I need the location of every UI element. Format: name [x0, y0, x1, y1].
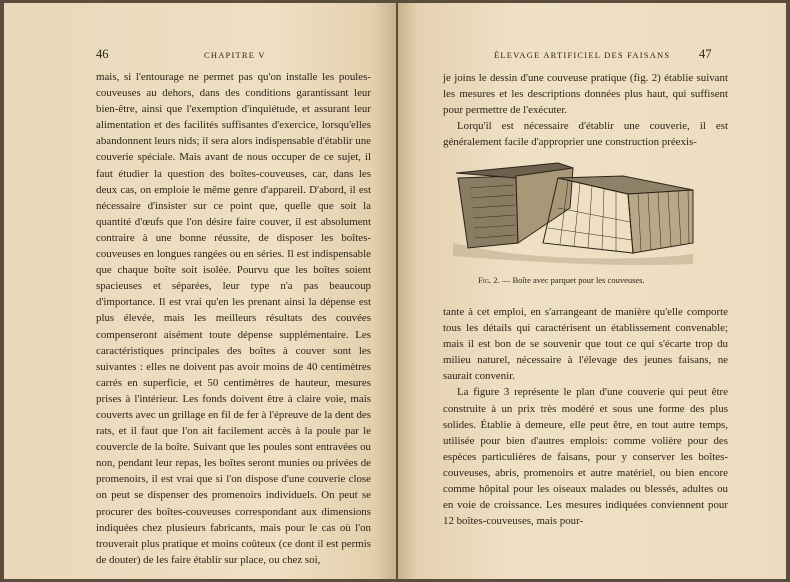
paragraph: La figure 3 représente le plan d'une couverie qui peut être construite à un prix très modéré et sous une forme des plus solides. Établie à demeure, elle peut être, en tout autre temps, utilisée pour bien d'autres emplois: comme volière pour des espèces particulières de faisans, pour y conserver les boîtes-couveuses, abris, promenoirs et autre matériel, ou bien encore comme hôpital pour les oiseaux malades ou blessés, adultes ou en voie de croissance. Les mesures indiquées conviennent pour 12 boîtes-couveuses, mais pour- — [443, 386, 728, 528]
book-spread — [4, 3, 786, 579]
figure-caption-text: — Boîte avec parquet pour les couveuses. — [499, 275, 645, 285]
hatching-box-illustration — [448, 148, 698, 268]
running-head: CHAPITRE V — [204, 50, 266, 60]
paragraph: Lorqu'il est nécessaire d'établir une couverie, il est généralement facile d'approprier une construction préexis- — [443, 120, 728, 149]
page-number: 47 — [699, 47, 712, 61]
paragraph: mais, si l'entourage ne permet pas qu'on installe les poules-couveuses au dehors, dans des conditions garantissant leur bien-être, ainsi que l'exemption d'inquiétude, et assurant leur alimentation et des facilités suffisantes d'exercice, lorsqu'elles abandonnent leurs nids; il sera alors indispensable d'établir une couverie spéciale. Mais avant de nous occuper de ce sujet, il faut étudier la question des boîtes-couveuses, car, dans les deux cas, on emploie le même genre d'appareil. D'abord, il est nécessaire d'insister sur ce point que, quelle que soit la quantité d'œufs que l'on désire faire couver, il est absolument contraire à une bonne réussite, de disposer les boîtes-couveuses en longues rangées ou en séries. Il est indispensable que chaque boîte soit isolée. Pourvu que les boîtes soient spacieuses et séparées, leur type n'a pas beaucoup d'importance. Il est vrai qu'en les prenant ainsi la dépense est plus élevée, mais les meilleurs résultats des couvées compenseront aisément toute dépense supplémentaire. Les caractéristiques principales des boîtes à couver sont les suivantes : elles ne doivent pas avoir moins de 40 centimètres carrés en superficie, et 50 centimètres de hauteur, mesures prises à l'intérieur. Les fonds doivent être à claire voie, mais couverts avec un grillage en fil de fer à l'épreuve de la dent des rats, et il faut que l'on ait facilement accès à la poule par le couvercle de la boîte. Suivant que les poules sont entravées ou non, pendant leur repas, les boîtes seront munies ou privées de promenoirs, il est vrai que si l'on dispose d'une couverie close on peut se dispenser des promenoirs individuels. On peut se procurer des boîtes-couveuses correspondant aux dimensions indiquées chez plusieurs fabricants, mais pour le cas où l'on trouverait plus pratique et moins coûteux (ce dont il est permis de douter) de les faire établir sur place, ou chez soi, — [96, 71, 371, 566]
paragraph: tante à cet emploi, en s'arrangeant de manière qu'elle comporte tous les détails qui caractérisent un établissement convenable; mais il est bon de se souvenir que tout ce qui s'écarte trop du milieu naturel, nécessaire à l'élevage des jeunes faisans, ne saurait convenir. — [443, 306, 728, 383]
left-body-text — [96, 69, 371, 568]
figure-caption — [478, 275, 645, 285]
page-number: 46 — [96, 47, 109, 61]
running-head: ÉLEVAGE ARTIFICIEL DES FAISANS — [494, 50, 671, 60]
right-page — [398, 3, 786, 579]
left-page — [4, 3, 396, 579]
right-body-text-top — [443, 70, 728, 150]
figure-label: Fig. 2. — [478, 275, 500, 285]
paragraph: je joins le dessin d'une couveuse pratique (fig. 2) établie suivant les mesures et les descriptions données plus haut, qui suffisent pour permettre de l'exécuter. — [443, 72, 728, 117]
right-body-text-bottom — [443, 304, 728, 529]
